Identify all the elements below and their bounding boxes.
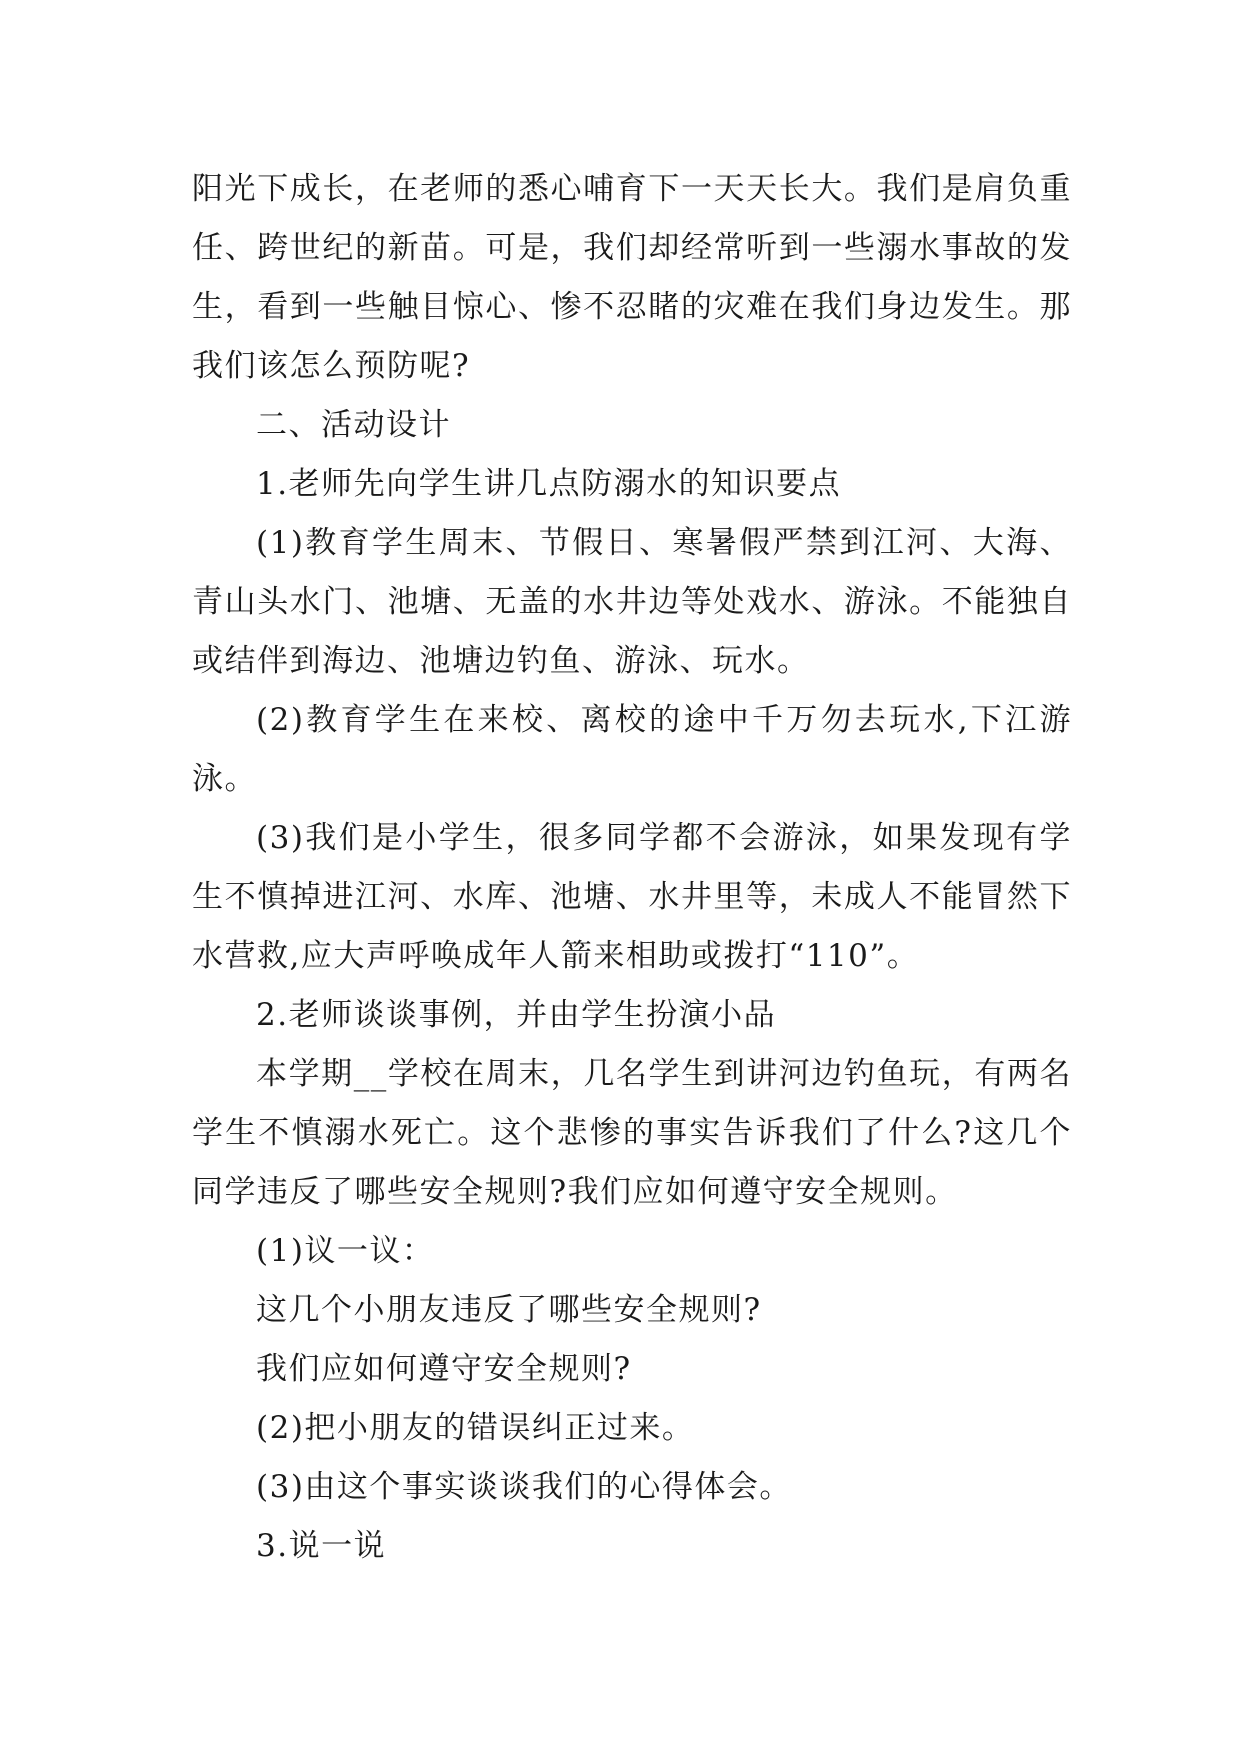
item-2-point-1: (1)议一议： bbox=[256, 1233, 435, 1269]
section-heading-activity-design: 二、活动设计 bbox=[256, 407, 451, 443]
item-2-case-paragraph: 本学期__学校在周末，几名学生到讲河边钓鱼玩，有两名学生不慎溺水死亡。这个悲惨的事实告诉我们了什么?这几个同学违反了哪些安全规则?我们应如何遵守安全规则。 bbox=[192, 1056, 1072, 1210]
item-2-point-3: (3)由这个事实谈谈我们的心得体会。 bbox=[256, 1469, 792, 1505]
item-2-heading: 2.老师谈谈事例，并由学生扮演小品 bbox=[256, 997, 777, 1033]
item-3-heading: 3.说一说 bbox=[256, 1528, 387, 1564]
item-1-point-2: (2)教育学生在来校、离校的途中千万勿去玩水,下江游泳。 bbox=[192, 702, 1072, 797]
document-body bbox=[192, 160, 1072, 1576]
paragraph-intro-continuation: 阳光下成长，在老师的悉心哺育下一天天长大。我们是肩负重任、跨世纪的新苗。可是，我们却经常听到一些溺水事故的发生，看到一些触目惊心、惨不忍睹的灾难在我们身边发生。那我们该怎么预防呢? bbox=[192, 171, 1072, 384]
item-2-point-2: (2)把小朋友的错误纠正过来。 bbox=[256, 1410, 695, 1446]
item-2-question-1: 这几个小朋友违反了哪些安全规则? bbox=[256, 1292, 762, 1328]
item-2-question-2: 我们应如何遵守安全规则? bbox=[256, 1351, 632, 1387]
item-1-point-3: (3)我们是小学生，很多同学都不会游泳，如果发现有学生不慎掉进江河、水库、池塘、水井里等，未成人不能冒然下水营救,应大声呼唤成年人箭来相助或拨打“110”。 bbox=[192, 820, 1072, 974]
item-1-heading: 1.老师先向学生讲几点防溺水的知识要点 bbox=[256, 466, 842, 502]
item-1-point-1: (1)教育学生周末、节假日、寒暑假严禁到江河、大海、青山头水门、池塘、无盖的水井边等处戏水、游泳。不能独自或结伴到海边、池塘边钓鱼、游泳、玩水。 bbox=[192, 525, 1072, 679]
